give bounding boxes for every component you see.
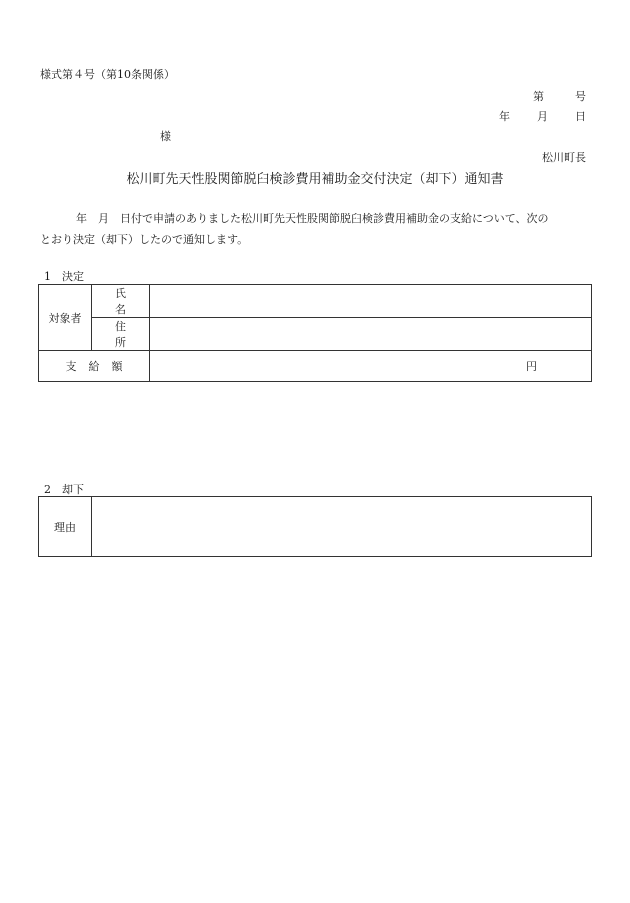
amount-label: 支給額 xyxy=(65,360,135,373)
body-line-2: とおり決定（却下）したので通知します。 xyxy=(40,233,249,246)
address-label-cell xyxy=(92,318,150,351)
body-text xyxy=(40,208,590,250)
section-rejection-heading: 2 却下 xyxy=(44,483,84,496)
document-number-prefix: 第 xyxy=(533,90,544,103)
document-number xyxy=(533,88,586,104)
amount-label-cell xyxy=(39,351,150,382)
subject-label: 対象者 xyxy=(48,311,82,325)
document-number-suffix: 号 xyxy=(575,90,586,103)
document-title: 松川町先天性股関節脱臼検診費用補助金交付決定（却下）通知書 xyxy=(126,172,504,187)
issuer: 松川町長 xyxy=(542,151,586,164)
name-value-cell[interactable] xyxy=(150,285,592,318)
amount-value-cell[interactable] xyxy=(150,351,592,382)
date-month: 月 xyxy=(537,110,548,123)
rejection-table xyxy=(38,496,592,557)
date-year: 年 xyxy=(499,110,510,123)
reason-value-cell[interactable] xyxy=(92,497,592,557)
reason-label: 理由 xyxy=(54,520,76,534)
section-decision-heading: 1 決定 xyxy=(44,270,84,283)
form-number: 様式第４号（第10条関係） xyxy=(40,68,175,81)
address-value-cell[interactable] xyxy=(150,318,592,351)
date-day: 日 xyxy=(575,110,586,123)
subject-label-cell xyxy=(39,285,92,351)
document-date xyxy=(499,108,586,124)
reason-label-cell xyxy=(39,497,92,557)
name-label: 氏名 xyxy=(115,287,138,316)
address-label: 住所 xyxy=(115,320,138,349)
decision-table xyxy=(38,284,592,382)
currency-unit: 円 xyxy=(526,360,537,373)
body-line-1: 年 月 日付で申請のありました松川町先天性股関節脱臼検診費用補助金の支給について、次の xyxy=(76,212,549,225)
addressee-suffix: 様 xyxy=(160,130,171,143)
name-label-cell xyxy=(92,285,150,318)
